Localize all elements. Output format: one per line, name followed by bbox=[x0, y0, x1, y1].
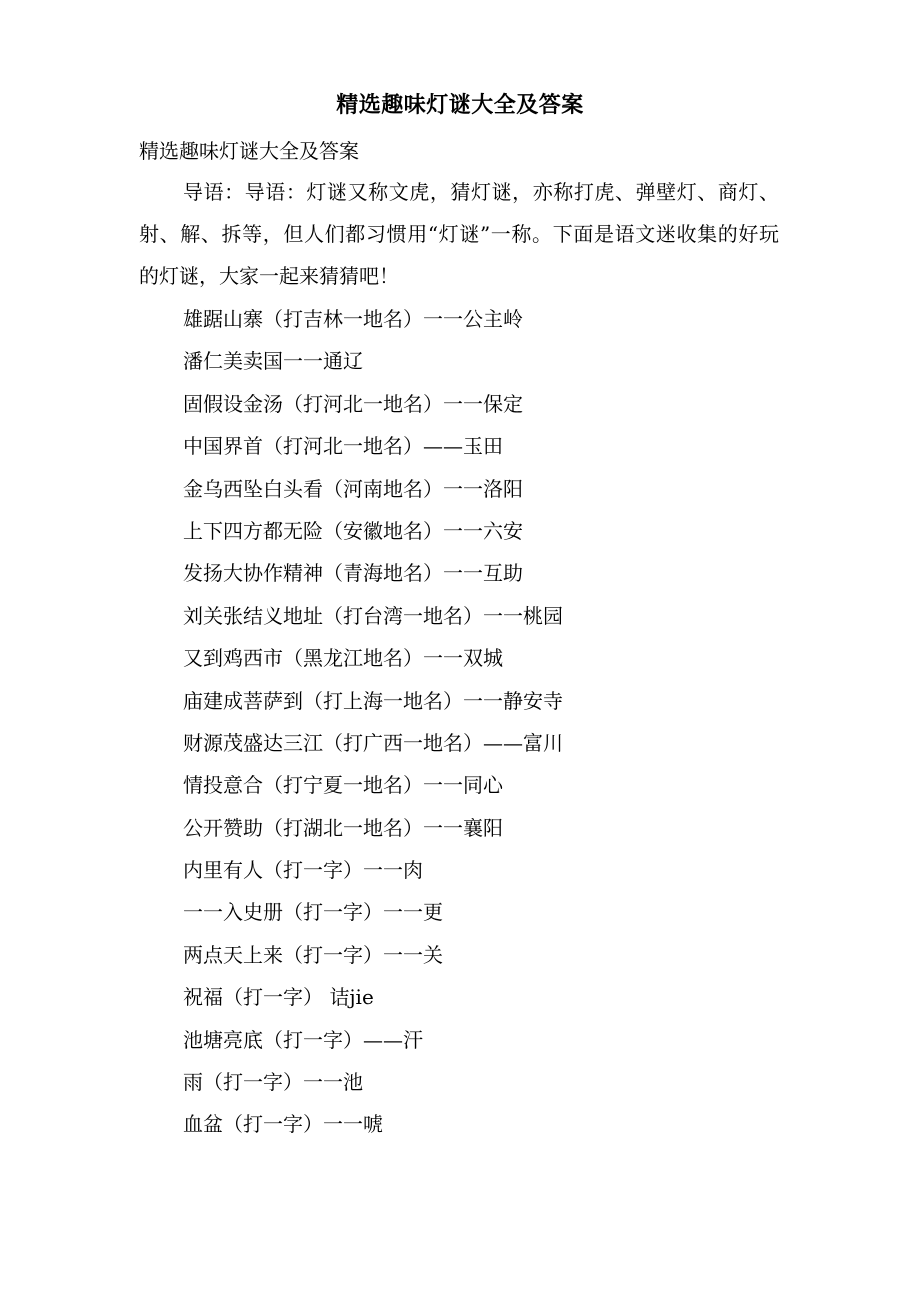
riddle-item: 又到鸡西市（黑龙江地名）一一双城 bbox=[183, 646, 503, 671]
riddle-item: 两点天上来（打一字）一一关 bbox=[183, 942, 443, 967]
riddle-item: 内里有人（打一字）一一肉 bbox=[183, 858, 423, 883]
riddle-item: 雄踞山寨（打吉林一地名）一一公主岭 bbox=[183, 307, 523, 331]
riddle-item: 金乌西坠白头看（河南地名）一一洛阳 bbox=[183, 476, 523, 501]
riddle-item: 雨（打一字）一一池 bbox=[183, 1070, 363, 1095]
riddle-item: 刘关张结义地址（打台湾一地名）一一桃园 bbox=[183, 603, 563, 628]
riddle-item: 上下四方都无险（安徽地名）一一六安 bbox=[183, 518, 523, 543]
riddle-item: 财源茂盛达三江（打广西一地名）——富川 bbox=[183, 730, 563, 755]
document-subtitle: 精选趣味灯谜大全及答案 bbox=[139, 139, 359, 163]
riddle-list bbox=[183, 298, 563, 1146]
riddle-item: 固假设金汤（打河北一地名）一一保定 bbox=[183, 391, 523, 416]
riddle-item: 发扬大协作精神（青海地名）一一互助 bbox=[183, 561, 523, 586]
riddle-item: 情投意合（打宁夏一地名）一一同心 bbox=[183, 773, 503, 798]
riddle-item: 公开赞助（打湖北一地名）一一襄阳 bbox=[183, 815, 503, 840]
riddle-item: 中国界首（打河北一地名）——玉田 bbox=[183, 434, 503, 459]
riddle-item: 一一入史册（打一字）一一更 bbox=[183, 900, 443, 925]
riddle-item: 池塘亮底（打一字）——汗 bbox=[183, 1027, 423, 1052]
document-title: 精选趣味灯谜大全及答案 bbox=[336, 92, 584, 118]
intro-paragraph: 导语：导语：灯谜又称文虎，猜灯谜，亦称打虎、弹壁灯、商灯、射、解、拆等，但人们都习惯用“灯谜”一称。下面是语文迷收集的好玩的灯谜，大家一起来猜猜吧！ bbox=[139, 180, 779, 288]
riddle-item: 庙建成菩萨到（打上海一地名）一一静安寺 bbox=[183, 688, 563, 713]
riddle-item: 潘仁美卖国一一通辽 bbox=[183, 349, 363, 374]
riddle-item: 祝福（打一字） 诘jie bbox=[183, 985, 374, 1010]
riddle-item: 血盆（打一字）一一唬 bbox=[183, 1112, 383, 1137]
